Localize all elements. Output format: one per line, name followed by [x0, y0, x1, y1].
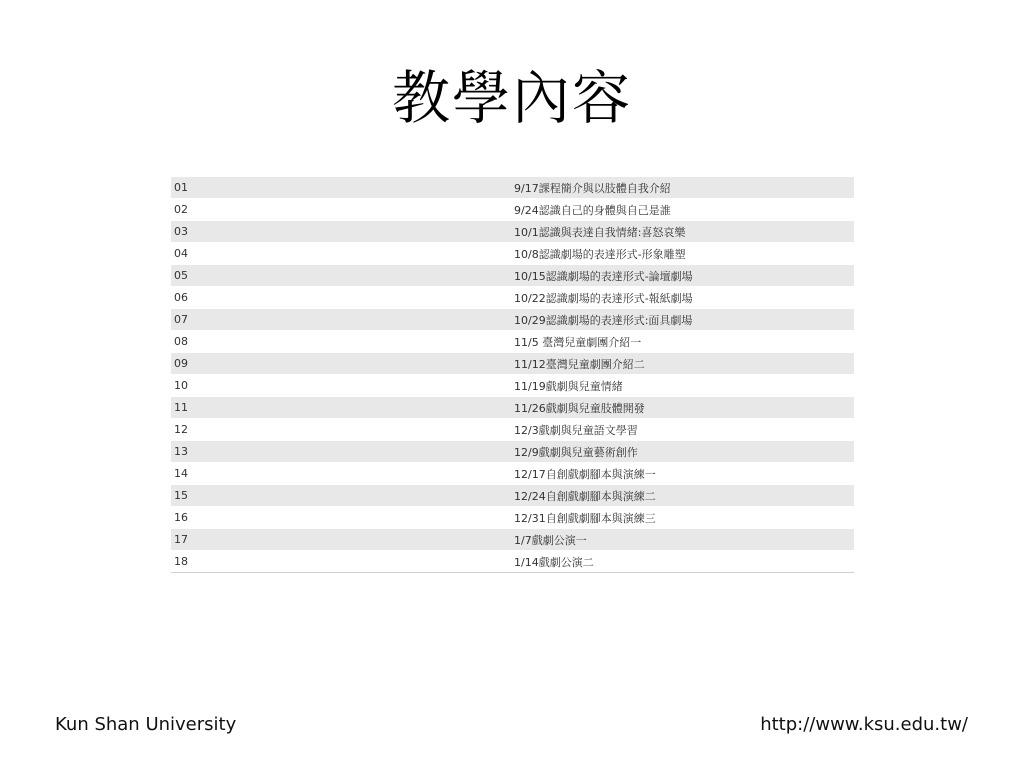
- week-topic: 10/15認識劇場的表達形式-論壇劇場: [512, 265, 854, 287]
- week-topic: 12/9戲劇與兒童藝術創作: [512, 441, 854, 463]
- week-number: 10: [171, 375, 512, 397]
- week-topic: 12/17自創戲劇腳本與演練一: [512, 463, 854, 485]
- footer-university: Kun Shan University: [55, 714, 237, 735]
- table-row: [171, 397, 854, 419]
- table-row: [171, 287, 854, 309]
- table-row: [171, 463, 854, 485]
- table-row: [171, 419, 854, 441]
- table-row: [171, 177, 854, 199]
- week-number: 04: [171, 243, 512, 265]
- week-topic: 10/8認識劇場的表達形式-形象雕塑: [512, 243, 854, 265]
- week-topic: 10/1認識與表達自我情緒:喜怒哀樂: [512, 221, 854, 243]
- week-topic: 10/22認識劇場的表達形式-報紙劇場: [512, 287, 854, 309]
- week-topic: 11/26戲劇與兒童肢體開發: [512, 397, 854, 419]
- week-number: 08: [171, 331, 512, 353]
- week-number: 17: [171, 529, 512, 551]
- week-number: 12: [171, 419, 512, 441]
- table-row: [171, 353, 854, 375]
- schedule-table: [171, 177, 854, 573]
- table-row: [171, 221, 854, 243]
- table-row: [171, 485, 854, 507]
- week-number: 09: [171, 353, 512, 375]
- week-number: 11: [171, 397, 512, 419]
- week-number: 14: [171, 463, 512, 485]
- week-topic: 12/3戲劇與兒童語文學習: [512, 419, 854, 441]
- week-number: 15: [171, 485, 512, 507]
- week-topic: 12/24自創戲劇腳本與演練二: [512, 485, 854, 507]
- table-row: [171, 441, 854, 463]
- week-topic: 11/12臺灣兒童劇團介紹二: [512, 353, 854, 375]
- table-row: [171, 375, 854, 397]
- table-row: [171, 331, 854, 353]
- week-number: 03: [171, 221, 512, 243]
- table-row: [171, 199, 854, 221]
- slide-title: 教學內容: [391, 64, 632, 132]
- week-number: 18: [171, 551, 512, 573]
- table-row: [171, 309, 854, 331]
- week-number: 16: [171, 507, 512, 529]
- table-row: [171, 265, 854, 287]
- week-topic: 9/24認識自己的身體與自己是誰: [512, 199, 854, 221]
- footer-url: http://www.ksu.edu.tw/: [760, 714, 968, 735]
- week-topic: 1/7戲劇公演一: [512, 529, 854, 551]
- week-number: 06: [171, 287, 512, 309]
- week-topic: 11/5 臺灣兒童劇團介紹一: [512, 331, 854, 353]
- week-number: 13: [171, 441, 512, 463]
- week-number: 02: [171, 199, 512, 221]
- table-row: [171, 507, 854, 529]
- table-row: [171, 529, 854, 551]
- schedule-body: [171, 177, 854, 573]
- week-topic: 11/19戲劇與兒童情緒: [512, 375, 854, 397]
- table-row: [171, 551, 854, 573]
- week-number: 05: [171, 265, 512, 287]
- week-topic: 1/14戲劇公演二: [512, 551, 854, 573]
- week-topic: 10/29認識劇場的表達形式:面具劇場: [512, 309, 854, 331]
- week-number: 07: [171, 309, 512, 331]
- week-topic: 12/31自創戲劇腳本與演練三: [512, 507, 854, 529]
- week-topic: 9/17課程簡介與以肢體自我介紹: [512, 177, 854, 199]
- week-number: 01: [171, 177, 512, 199]
- table-row: [171, 243, 854, 265]
